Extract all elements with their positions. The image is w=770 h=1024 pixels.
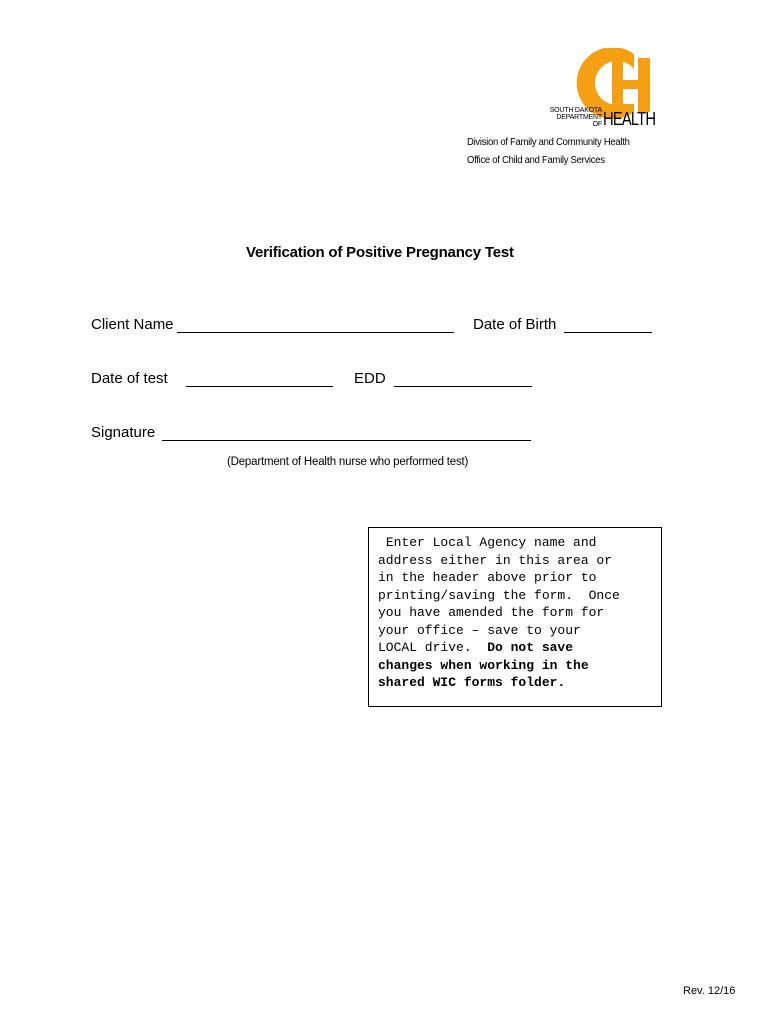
edd-field[interactable] bbox=[394, 386, 532, 387]
signature-label: Signature bbox=[91, 424, 156, 441]
signature-field[interactable] bbox=[162, 440, 531, 441]
revision-label: Rev. 12/16 bbox=[683, 985, 736, 997]
local-agency-notice-box[interactable] bbox=[368, 527, 662, 707]
notice-bold-text: Do not save changes when working in the shared WIC forms folder. bbox=[378, 640, 589, 690]
sd-health-logo bbox=[548, 48, 656, 132]
form-title: Verification of Positive Pregnancy Test bbox=[246, 244, 514, 261]
client-name-field[interactable] bbox=[177, 332, 454, 333]
division-line: Division of Family and Community Health bbox=[467, 137, 630, 148]
notice-text: Enter Local Agency name and address either in this area or in the header above prior to printing/saving the form. Once you have amended the form for your office – save to your LOCAL drive. bbox=[378, 535, 620, 655]
date-of-birth-field[interactable] bbox=[564, 332, 652, 333]
edd-label: EDD bbox=[354, 370, 386, 387]
date-of-test-field[interactable] bbox=[186, 386, 333, 387]
logo-state-text: SOUTH DAKOTA DEPARTMENT OF bbox=[549, 107, 602, 128]
client-name-label: Client Name bbox=[91, 316, 174, 333]
logo-health-word: HEALTH bbox=[603, 109, 656, 129]
date-of-birth-label: Date of Birth bbox=[473, 316, 557, 333]
office-line: Office of Child and Family Services bbox=[467, 155, 605, 166]
date-of-test-label: Date of test bbox=[91, 370, 168, 387]
signature-caption: (Department of Health nurse who performed test) bbox=[227, 456, 469, 468]
